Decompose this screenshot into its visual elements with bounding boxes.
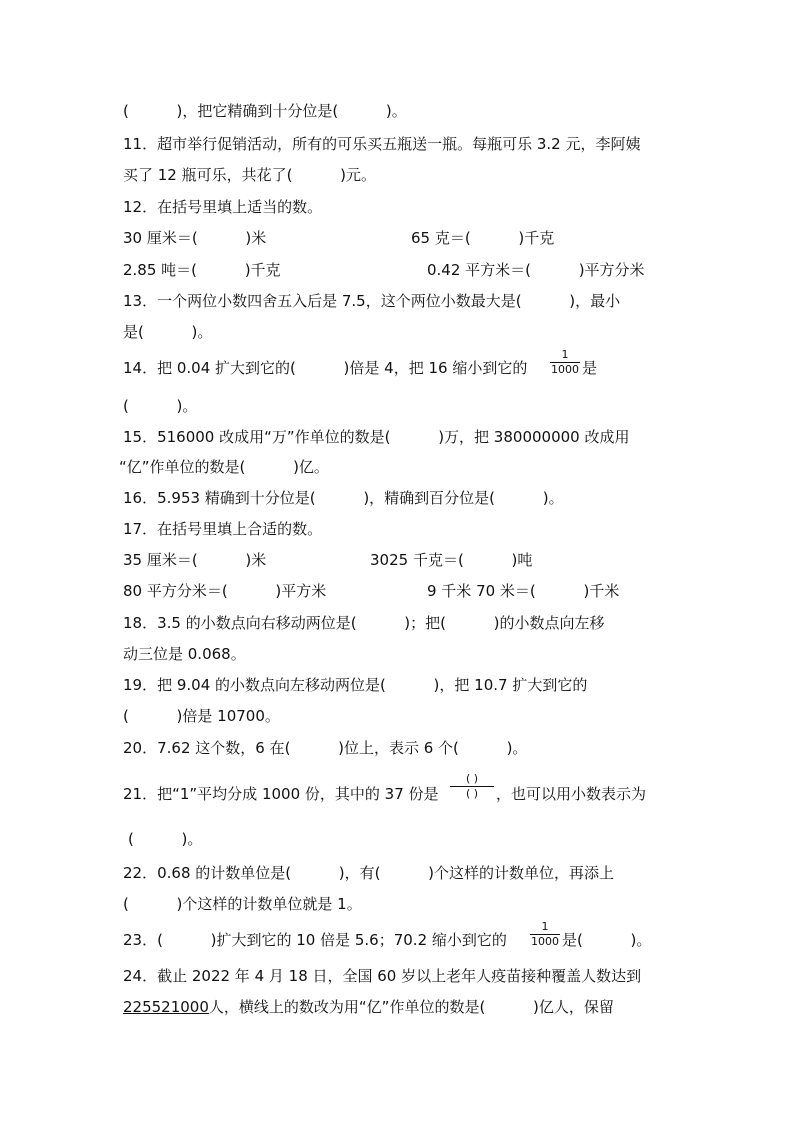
question-18-line-2: 动三位是 0.068。 <box>123 645 246 663</box>
line-q10-continued: ( )，把它精确到十分位是( )。 <box>123 102 407 120</box>
question-21-line-1-end: ，也可以用小数表示为 <box>496 785 647 803</box>
question-15-line-2: “亿”作单位的数是( )亿。 <box>119 458 329 476</box>
question-21-line-2: ( )。 <box>128 830 203 848</box>
fraction-denominator: 1000 <box>531 935 559 948</box>
fraction-numerator-blank: ( ) <box>465 772 479 785</box>
question-20: 20．7.62 这个数，6 在( )位上，表示 6 个( )。 <box>123 739 528 757</box>
question-23-line-1-end: 是( )。 <box>562 931 652 949</box>
question-15-line-1: 15．516000 改成用“万”作单位的数是( )万，把 380000000 改成用 <box>123 428 630 446</box>
question-12-item-b: 65 克＝( )千克 <box>411 229 555 247</box>
underlined-number: 225521000 <box>123 998 209 1016</box>
question-12-title: 12．在括号里填上适当的数。 <box>123 198 323 216</box>
question-23-line-1: 23．( )扩大到它的 10 倍是 5.6；70.2 缩小到它的 <box>123 931 507 949</box>
question-22-line-2: ( )个这样的计数单位就是 1。 <box>123 895 362 913</box>
question-17-item-c: 80 平方分米＝( )平方米 <box>123 582 327 600</box>
question-13-line-2: 是( )。 <box>123 323 213 341</box>
fraction-denominator: 1000 <box>551 363 579 376</box>
question-14-line-2: ( )。 <box>123 397 198 415</box>
question-19-line-1: 19．把 9.04 的小数点向左移动两位是( )，把 10.7 扩大到它的 <box>123 676 588 694</box>
question-14-line-1: 14．把 0.04 扩大到它的( )倍是 4，把 16 缩小到它的 <box>123 359 528 377</box>
question-12-item-a: 30 厘米＝( )米 <box>123 229 267 247</box>
question-11-line-1: 11．超市举行促销活动，所有的可乐买五瓶送一瓶。每瓶可乐 3.2 元，李阿姨 <box>123 135 641 153</box>
question-17-item-b: 3025 千克＝( )吨 <box>370 551 533 569</box>
fraction-numerator: 1 <box>561 348 569 361</box>
fraction-one-thousandth-q23 <box>530 921 560 948</box>
question-12-item-c: 2.85 吨＝( )千克 <box>123 261 281 279</box>
question-17-item-a: 35 厘米＝( )米 <box>123 551 267 569</box>
fraction-blank <box>450 773 494 800</box>
question-13-line-1: 13．一个两位小数四舍五入后是 7.5，这个两位小数最大是( )，最小 <box>123 292 621 310</box>
fraction-denominator-blank: ( ) <box>465 787 479 800</box>
question-14-line-1-end: 是 <box>582 359 598 377</box>
fraction-one-thousandth <box>550 349 580 376</box>
question-24-line-2 <box>123 997 614 1017</box>
question-19-line-2: ( )倍是 10700。 <box>123 707 280 725</box>
question-21-line-1: 21．把“1”平均分成 1000 份，其中的 37 份是 <box>123 785 439 803</box>
question-18-line-1: 18．3.5 的小数点向右移动两位是( )；把( )的小数点向左移 <box>123 614 605 632</box>
question-11-line-2: 买了 12 瓶可乐，共花了( )元。 <box>123 166 377 184</box>
question-24-line-2-rest: 人，横线上的数改为用“亿”作单位的数是( )亿人，保留 <box>208 998 614 1016</box>
question-16: 16．5.953 精确到十分位是( )，精确到百分位是( )。 <box>123 489 564 507</box>
question-22-line-1: 22．0.68 的计数单位是( )，有( )个这样的计数单位，再添上 <box>123 864 615 882</box>
question-12-item-d: 0.42 平方米＝( )平方分米 <box>427 261 645 279</box>
question-17-item-d: 9 千米 70 米＝( )千米 <box>427 582 620 600</box>
fraction-numerator: 1 <box>541 920 549 933</box>
question-17-title: 17．在括号里填上合适的数。 <box>123 520 323 538</box>
question-24-line-1: 24．截止 2022 年 4 月 18 日，全国 60 岁以上老年人疫苗接种覆盖人数达到 <box>123 967 642 985</box>
